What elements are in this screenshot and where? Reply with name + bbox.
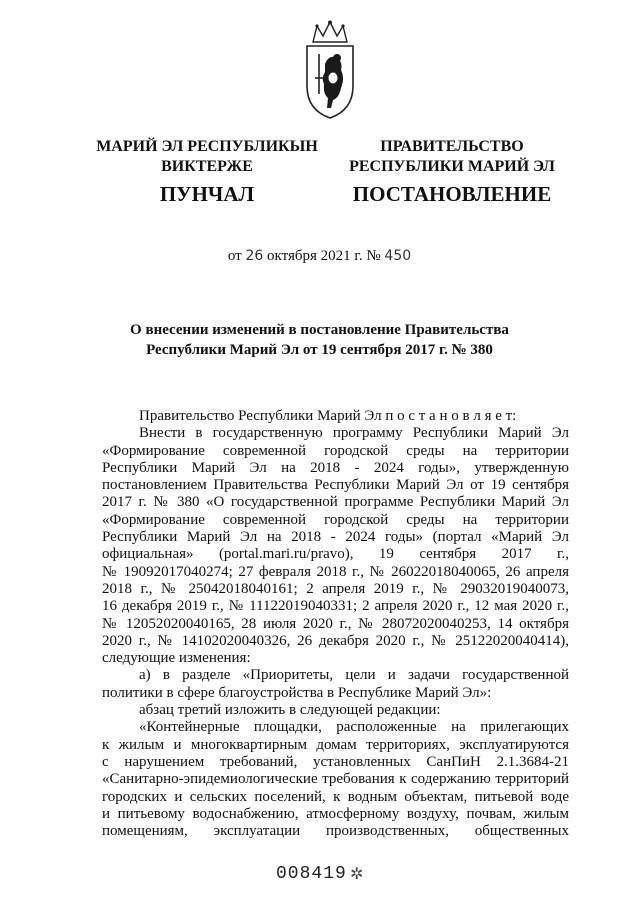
decree-date-line (0, 248, 639, 265)
header-left-line1: МАРИЙ ЭЛ РЕСПУБЛИКЫН (96, 138, 318, 155)
coat-of-arms-mari-el-icon (303, 20, 357, 120)
decree-title (80, 320, 559, 360)
header-left-doctype: ПУНЧАЛ (159, 182, 255, 206)
body-line: Правительство Республики Марий Эл п о с т а н о в л я е т: (139, 408, 517, 424)
body-line: Республики Марий Эл на 2018 - 2024 годы», утвержденную (102, 459, 569, 476)
body-line: 16 декабря 2019 г., № 11122019040331; 2 апреля 2020 г., 12 мая 2020 г., (102, 598, 569, 615)
header-russian-block (327, 137, 577, 207)
body-line: 2017 г. № 380 «О государственной программе Республики Марий Эл (102, 494, 569, 511)
body-line: Республики Марий Эл на 2018 - 2024 годы» (портал «Марий Эл (102, 529, 569, 546)
body-line: «Контейнерные площадки, расположенные на прилегающих (139, 719, 569, 736)
body-line: помещениям, эксплуатации производственных, общественных (102, 823, 569, 840)
body-line: № 19092017040274; 27 февраля 2018 г., № 26022018040065, 26 апреля (102, 563, 569, 580)
date-day: 26 (245, 248, 264, 264)
body-line: постановлением Правительства Республики Марий Эл от 19 сентября (102, 477, 569, 494)
header-marii-el-block (82, 137, 332, 207)
body-line: официальная» (portal.mari.ru/pravo), 19 сентября 2017 г., (102, 546, 569, 563)
body-line: к жилым и многоквартирным домам территориях, эксплуатируются (102, 736, 569, 753)
body-line: городских и сельских поселений, к водным объектам, питьевой воде (102, 788, 569, 805)
title-line-2: Республики Марий Эл от 19 сентября 2017 г. № 380 (146, 342, 493, 358)
body-line: Внести в государственную программу Республики Марий Эл (139, 425, 569, 442)
decree-number: 450 (384, 248, 412, 264)
body-line: и питьевому водоснабжению, атмосферному воздуху, почвам, жилым (102, 805, 569, 822)
decree-body (102, 408, 569, 840)
header-left-line2: ВИКТЕРЖЕ (161, 158, 253, 175)
body-line: 2020 г., № 14102020040326, 26 декабря 2020 г., № 25122020040414), (102, 632, 569, 649)
document-serial-number: 008419 (276, 864, 347, 884)
body-line: а) в разделе «Приоритеты, цели и задачи государственной (139, 667, 569, 684)
body-line: с нарушением требований, установленных СанПиН 2.1.3684-21 (102, 753, 569, 770)
snowflake-mark-icon: ✲ (350, 866, 364, 883)
body-line: следующие изменения: (102, 650, 251, 667)
body-line: «Санитарно-эпидемиологические требования к содержанию территорий (102, 771, 569, 788)
header-right-doctype: ПОСТАНОВЛЕНИЕ (352, 182, 552, 206)
header-right-line2: РЕСПУБЛИКИ МАРИЙ ЭЛ (349, 158, 555, 175)
body-line: «Формирование современной городской среды на территории (102, 442, 569, 459)
body-line: 2018 г., № 25042018040161; 2 апреля 2019 г., № 29032019040073, (102, 580, 569, 597)
body-line: политики в сфере благоустройства в Республике Марий Эл»: (102, 684, 492, 701)
date-prefix: от (227, 248, 246, 264)
body-line: абзац третий изложить в следующей редакции: (139, 702, 441, 719)
date-month-year: октября 2021 г. № (263, 248, 385, 264)
title-line-1: О внесении изменений в постановление Правительства (130, 322, 509, 338)
body-line: «Формирование современной городской среды на территории (102, 511, 569, 528)
header-right-line1: ПРАВИТЕЛЬСТВО (380, 138, 524, 155)
body-line: № 12052020040165, 28 июля 2020 г., № 28072020040253, 14 октября (102, 615, 569, 632)
